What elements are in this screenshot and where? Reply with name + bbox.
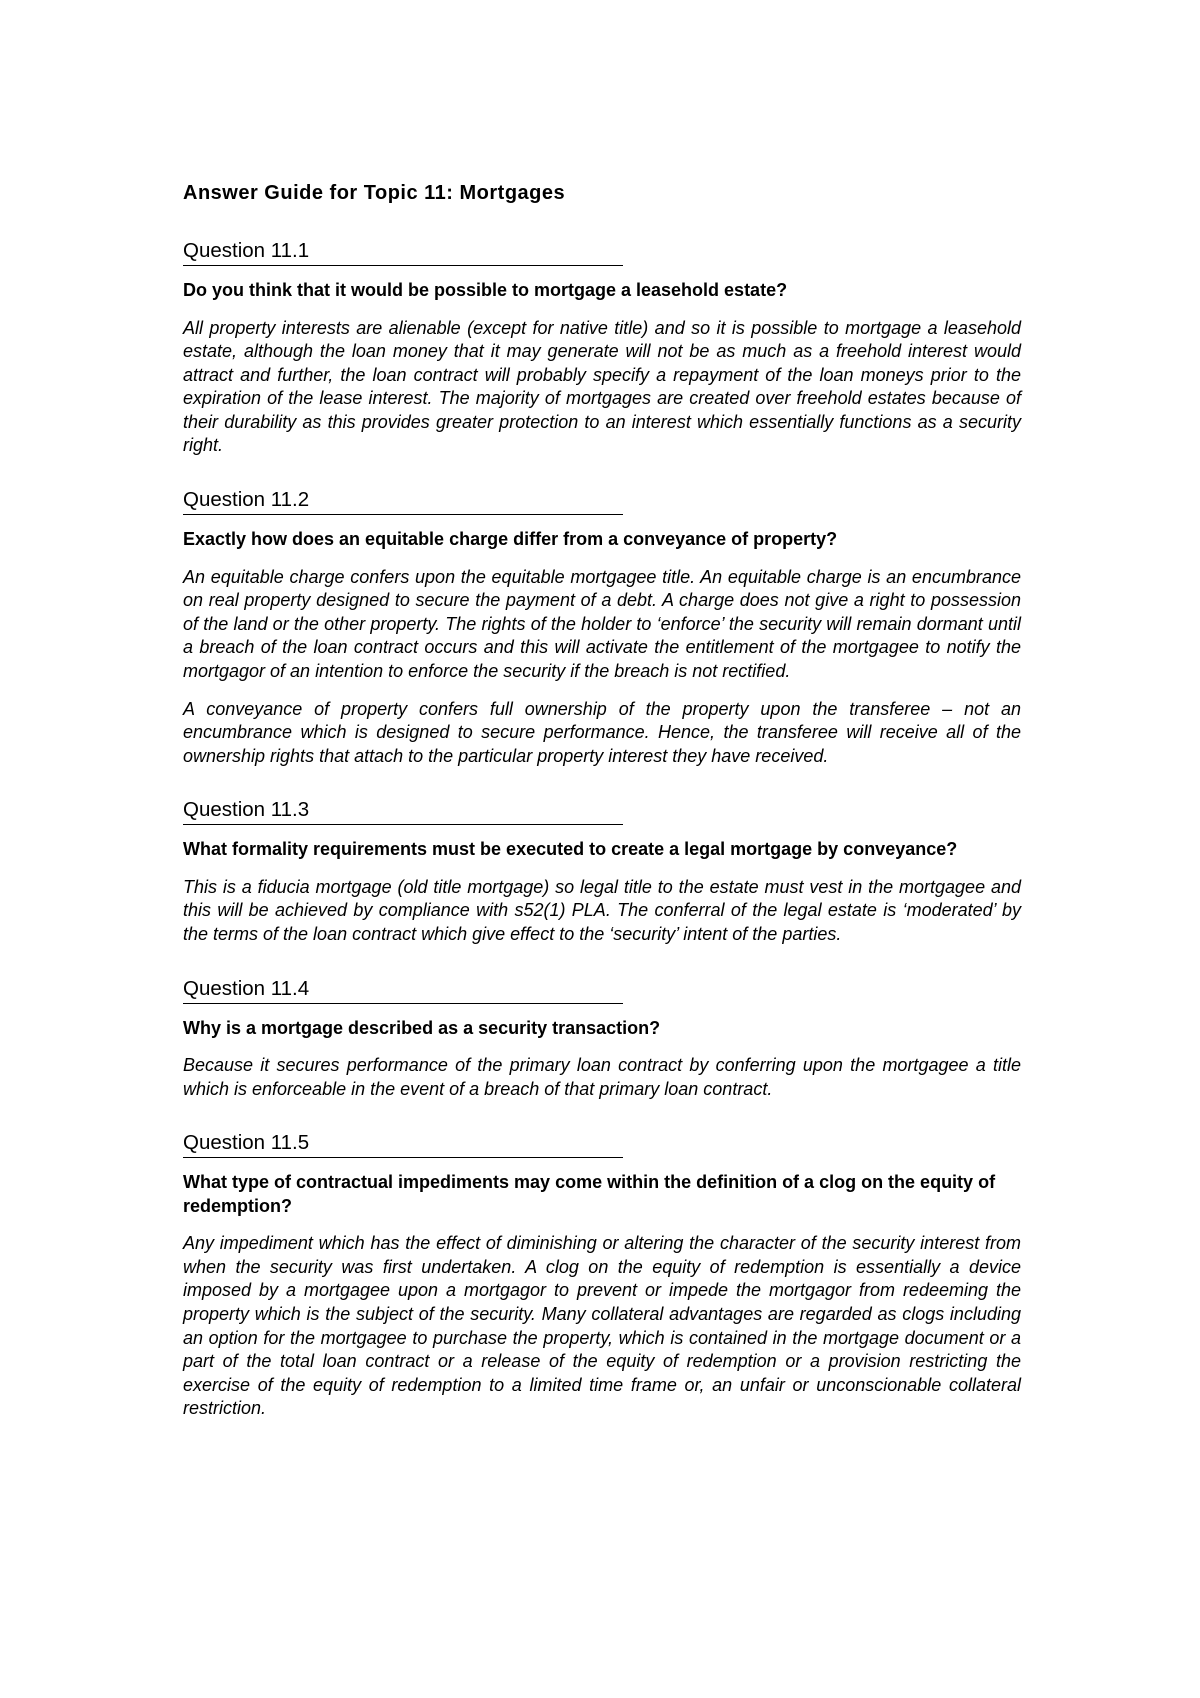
- question-heading: Question 11.5: [183, 1131, 623, 1158]
- answer-paragraph: An equitable charge confers upon the equitable mortgagee title. An equitable charge is an encumbrance on real property designed to secure the payment of a debt. A charge does not give a right to possession of the land or the other property. The rights of the holder to ‘enforce’ the security will remain dormant until a breach of the loan contract occurs and this will activate the entitlement of the mortgagee to notify the mortgagor of an intention to enforce the security if the breach is not rectified.: [183, 566, 1021, 681]
- question-heading: Question 11.3: [183, 798, 623, 825]
- document-page: [183, 181, 1021, 1451]
- question-text: Exactly how does an equitable charge differ from a conveyance of property?: [183, 529, 838, 550]
- answer-paragraph: Because it secures performance of the primary loan contract by conferring upon the mortgagee a title which is enforceable in the event of a breach of that primary loan contract.: [183, 1055, 1021, 1099]
- answer-paragraph: This is a fiducia mortgage (old title mortgage) so legal title to the estate must vest in the mortgagee and this will be achieved by compliance with s52(1) PLA. The conferral of the legal estate is ‘moderated’ by the terms of the loan contract which give effect to the ‘security’ intent of the parties.: [183, 876, 1021, 944]
- question-text: Do you think that it would be possible to mortgage a leasehold estate?: [183, 280, 788, 300]
- question-section-11-2: [183, 488, 1021, 768]
- answer-paragraph: All property interests are alienable (except for native title) and so it is possible to mortgage a leasehold estate, although the loan money that it may generate will not be as much as a freehold interest would attract and further, the loan contract will probably specify a repayment of the loan moneys prior to the expiration of the lease interest. The majority of mortgages are created over freehold estates because of their durability as this provides greater protection to an interest which essentially functions as a security right.: [183, 317, 1021, 456]
- answer-paragraph: A conveyance of property confers full ownership of the property upon the transferee – not an encumbrance which is designed to secure performance. Hence, the transferee will receive all of the ownership rights that attach to the particular property interest they have received.: [183, 698, 1021, 766]
- question-heading: Question 11.1: [183, 239, 623, 266]
- question-text: Why is a mortgage described as a security transaction?: [183, 1017, 661, 1038]
- question-heading: Question 11.4: [183, 977, 623, 1004]
- question-heading: Question 11.2: [183, 488, 623, 515]
- answer-paragraph: Any impediment which has the effect of diminishing or altering the character of the security interest from when the security was first undertaken. A clog on the equity of redemption is essentially a device imposed by a mortgagee upon a mortgagor to prevent or impede the mortgagor from redeeming the property which is the subject of the security. Many collateral advantages are regarded as clogs including an option for the mortgagee to purchase the property, which is contained in the mortgage document or a part of the total loan contract or a release of the equity of redemption or a provision restricting the exercise of the equity of redemption to a limited time frame or, an unfair or unconscionable collateral restriction.: [183, 1233, 1021, 1419]
- question-text: What type of contractual impediments may come within the definition of a clog on the equity of redemption?: [183, 1172, 996, 1216]
- question-section-11-1: [183, 239, 1021, 458]
- question-section-11-5: [183, 1131, 1021, 1421]
- question-section-11-3: [183, 798, 1021, 946]
- question-section-11-4: [183, 977, 1021, 1102]
- question-text: What formality requirements must be executed to create a legal mortgage by conveyance?: [183, 839, 958, 860]
- page-title: Answer Guide for Topic 11: Mortgages: [183, 182, 566, 204]
